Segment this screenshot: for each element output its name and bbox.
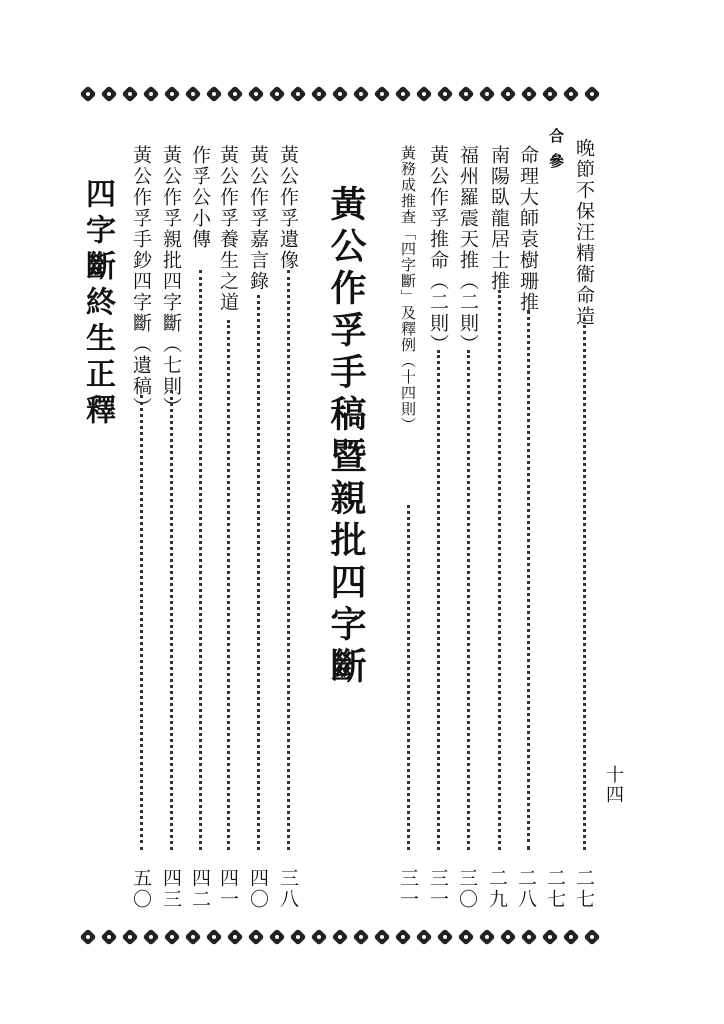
leader-dots (257, 295, 260, 850)
ornament-icon (164, 929, 180, 945)
toc-entry-title: 黃公作孚嘉言錄 (247, 145, 269, 292)
ornament-icon (374, 929, 390, 945)
toc-entry-page: 四三 (160, 868, 182, 910)
ornament-icon (248, 929, 264, 945)
leader-dots (498, 290, 501, 850)
chapter-heading: 四字斷終生正釋 (80, 178, 115, 430)
section-label: 合參 (547, 128, 565, 178)
ornament-icon (479, 929, 495, 945)
toc-entry-title: 黃務成推查「四字斷」及釋例（十四則） (399, 145, 417, 433)
ornament-icon (584, 86, 600, 102)
toc-entry-page: 五〇 (130, 868, 152, 910)
ornament-icon (500, 86, 516, 102)
leader-dots (170, 390, 173, 850)
ornament-icon (332, 929, 348, 945)
toc-entry-page: 二八 (515, 868, 537, 910)
ornament-icon (248, 86, 264, 102)
ornament-icon (521, 86, 537, 102)
ornament-icon (542, 929, 558, 945)
ornament-icon (80, 86, 96, 102)
leader-dots (583, 318, 586, 850)
section-heading: 黃公作孚手稿暨親批四字斷 (325, 185, 367, 689)
toc-entry-title: 黃公作孚推命（二則） (427, 145, 449, 355)
toc-entry-page: 四二 (189, 868, 211, 910)
ornament-icon (311, 929, 327, 945)
toc-entry-page: 三八 (277, 868, 299, 910)
ornament-icon (227, 86, 243, 102)
toc-entry-page: 二七 (544, 868, 566, 910)
ornament-icon (521, 929, 537, 945)
ornament-icon (80, 929, 96, 945)
toc-entry-title: 作孚公小傳 (189, 145, 211, 250)
ornament-icon (458, 929, 474, 945)
ornament-icon (479, 86, 495, 102)
ornament-icon (500, 929, 516, 945)
leader-dots (140, 395, 143, 850)
ornament-icon (332, 86, 348, 102)
toc-entry-title: 黃公作孚遺像 (277, 145, 299, 271)
ornament-icon (584, 929, 600, 945)
toc-entry-page: 二九 (486, 868, 508, 910)
ornament-icon (437, 86, 453, 102)
ornament-icon (185, 86, 201, 102)
ornament-icon (437, 929, 453, 945)
toc-entry-title: 黃公作孚養生之道 (217, 145, 239, 313)
ornament-icon (101, 929, 117, 945)
ornament-icon (143, 86, 159, 102)
ornament-icon (290, 929, 306, 945)
toc-entry-title: 南陽臥龍居士推 (488, 145, 510, 292)
page-number: 十四 (603, 765, 624, 805)
ornament-icon (206, 86, 222, 102)
toc-entry-page: 四〇 (247, 868, 269, 910)
ornament-icon (458, 86, 474, 102)
ornament-icon (416, 929, 432, 945)
toc-entry-page: 二七 (573, 868, 595, 910)
leader-dots (227, 320, 230, 850)
toc-entry-title: 黃公作孚手鈔四字斷（遺稿） (130, 145, 152, 418)
ornament-icon (269, 929, 285, 945)
ornament-icon (206, 929, 222, 945)
ornament-icon (143, 929, 159, 945)
leader-dots (407, 505, 410, 850)
leader-dots (527, 310, 530, 850)
ornament-icon (101, 86, 117, 102)
ornament-icon (164, 86, 180, 102)
ornament-icon (563, 929, 579, 945)
leader-dots (199, 270, 202, 850)
toc-entry-page: 三一 (397, 868, 419, 910)
leader-dots (467, 350, 470, 850)
ornament-icon (395, 86, 411, 102)
toc-entry-title: 晚節不保汪精衞命造 (573, 138, 595, 327)
ornament-icon (353, 929, 369, 945)
leader-dots (437, 350, 440, 850)
leader-dots (287, 270, 290, 850)
bottom-ornament-border (80, 926, 600, 948)
ornament-icon (227, 929, 243, 945)
ornament-icon (374, 86, 390, 102)
ornament-icon (395, 929, 411, 945)
ornament-icon (311, 86, 327, 102)
ornament-icon (122, 929, 138, 945)
ornament-icon (353, 86, 369, 102)
ornament-icon (122, 86, 138, 102)
ornament-icon (185, 929, 201, 945)
ornament-icon (269, 86, 285, 102)
ornament-icon (290, 86, 306, 102)
toc-entry-title: 命理大師袁樹珊推 (517, 145, 539, 313)
toc-entry-title: 黃公作孚親批四字斷（七則） (160, 145, 182, 418)
ornament-icon (563, 86, 579, 102)
ornament-icon (416, 86, 432, 102)
toc-entry-page: 三〇 (456, 868, 478, 910)
toc-entry-title: 福州羅震天推（二則） (457, 145, 479, 355)
ornament-icon (542, 86, 558, 102)
toc-entry-page: 三一 (427, 868, 449, 910)
toc-entry-page: 四一 (217, 868, 239, 910)
top-ornament-border (80, 83, 600, 105)
